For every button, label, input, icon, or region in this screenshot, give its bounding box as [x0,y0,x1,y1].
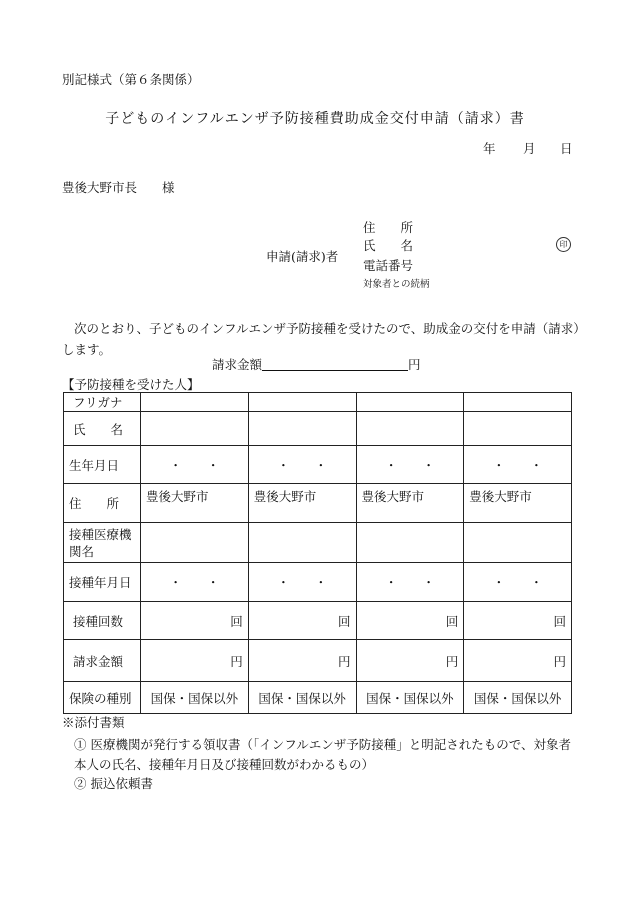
table-row-clinic [64,523,572,563]
furigana-cell[interactable] [141,393,249,412]
applicant-label: 申請(請求)者 [266,249,339,264]
claim-amount-field[interactable] [262,357,408,371]
table-row-furigana [64,393,572,412]
attachments-title: ※添付書類 [62,715,125,730]
attachment-item-2-text: 振込依頼書 [90,776,154,791]
amount-cell[interactable]: 円 [141,640,249,682]
table-row-vacc-date [64,563,572,602]
table-row-insurance [64,682,572,714]
row-label-address: 住 所 [64,484,141,523]
addressee: 豊後大野市長 様 [62,180,175,195]
vacc-date-cell[interactable]: ・ ・ [141,563,249,602]
amount-cell[interactable]: 円 [356,640,464,682]
claim-amount-unit: 円 [408,357,421,372]
table-row-count [64,602,572,640]
furigana-cell[interactable] [356,393,464,412]
address-cell[interactable]: 豊後大野市 [464,484,572,523]
count-cell[interactable]: 回 [141,602,249,640]
date-year: 年 [483,141,496,156]
table-row-name [64,412,572,446]
row-label-vacc-date: 接種年月日 [64,563,141,602]
row-label-name: 氏 名 [64,412,141,446]
date-month: 月 [523,141,536,156]
row-label-furigana: フリガナ [64,393,141,412]
vacc-date-cell[interactable]: ・ ・ [248,563,356,602]
furigana-cell[interactable] [464,393,572,412]
applicant-phone-label: 電話番号 [363,258,414,273]
clinic-cell[interactable] [141,523,249,563]
document-title: 子どものインフルエンザ予防接種費助成金交付申請（請求）書 [105,111,525,127]
row-label-count: 接種回数 [64,602,141,640]
name-cell[interactable] [141,412,249,446]
form-label: 別記様式（第６条関係） [62,72,200,87]
section-title: 【予防接種を受けた人】 [62,377,200,392]
attachment-item-1-number: ① [74,737,87,752]
insurance-cell[interactable]: 国保・国保以外 [464,682,572,714]
insurance-cell[interactable]: 国保・国保以外 [356,682,464,714]
attachment-item-1 [74,735,574,775]
attachment-item-2-number: ② [74,776,87,791]
address-cell[interactable]: 豊後大野市 [248,484,356,523]
attachment-item-1-text: 医療機関が発行する領収書（「インフルエンザ予防接種」と明記されたもので、対象者本人の氏名、接種年月日及び接種回数がわかるもの） [74,737,572,772]
clinic-cell[interactable] [248,523,356,563]
name-cell[interactable] [356,412,464,446]
claim-amount [212,355,421,373]
clinic-cell[interactable] [356,523,464,563]
attachment-item-2 [74,774,153,792]
row-label-insurance: 保険の種別 [64,682,141,714]
applicant-relation-label: 対象者との続柄 [363,279,430,290]
row-label-birthdate: 生年月日 [64,446,141,484]
application-statement: 次のとおり、子どものインフルエンザ予防接種を受けたので、助成金の交付を申請（請求）します。 [62,321,580,357]
name-cell[interactable] [248,412,356,446]
table-row-address [64,484,572,523]
count-cell[interactable]: 回 [464,602,572,640]
vacc-date-cell[interactable]: ・ ・ [356,563,464,602]
row-label-clinic: 接種医療機関名 [64,523,141,563]
claim-amount-label: 請求金額 [212,357,263,372]
birthdate-cell[interactable]: ・ ・ [141,446,249,484]
birthdate-cell[interactable]: ・ ・ [248,446,356,484]
applicant-name-label: 氏 名 [363,238,414,253]
insurance-cell[interactable]: 国保・国保以外 [248,682,356,714]
address-cell[interactable]: 豊後大野市 [141,484,249,523]
vaccinated-persons-table [63,392,572,714]
vacc-date-cell[interactable]: ・ ・ [464,563,572,602]
furigana-cell[interactable] [248,393,356,412]
applicant-address-label: 住 所 [363,220,414,235]
date-day: 日 [560,141,573,156]
row-label-amount: 請求金額 [64,640,141,682]
birthdate-cell[interactable]: ・ ・ [356,446,464,484]
amount-cell[interactable]: 円 [464,640,572,682]
table-row-amount [64,640,572,682]
name-cell[interactable] [464,412,572,446]
birthdate-cell[interactable]: ・ ・ [464,446,572,484]
table-row-birthdate [64,446,572,484]
insurance-cell[interactable]: 国保・国保以外 [141,682,249,714]
clinic-cell[interactable] [464,523,572,563]
count-cell[interactable]: 回 [248,602,356,640]
address-cell[interactable]: 豊後大野市 [356,484,464,523]
count-cell[interactable]: 回 [356,602,464,640]
seal-mark: 印 [556,237,571,252]
amount-cell[interactable]: 円 [248,640,356,682]
